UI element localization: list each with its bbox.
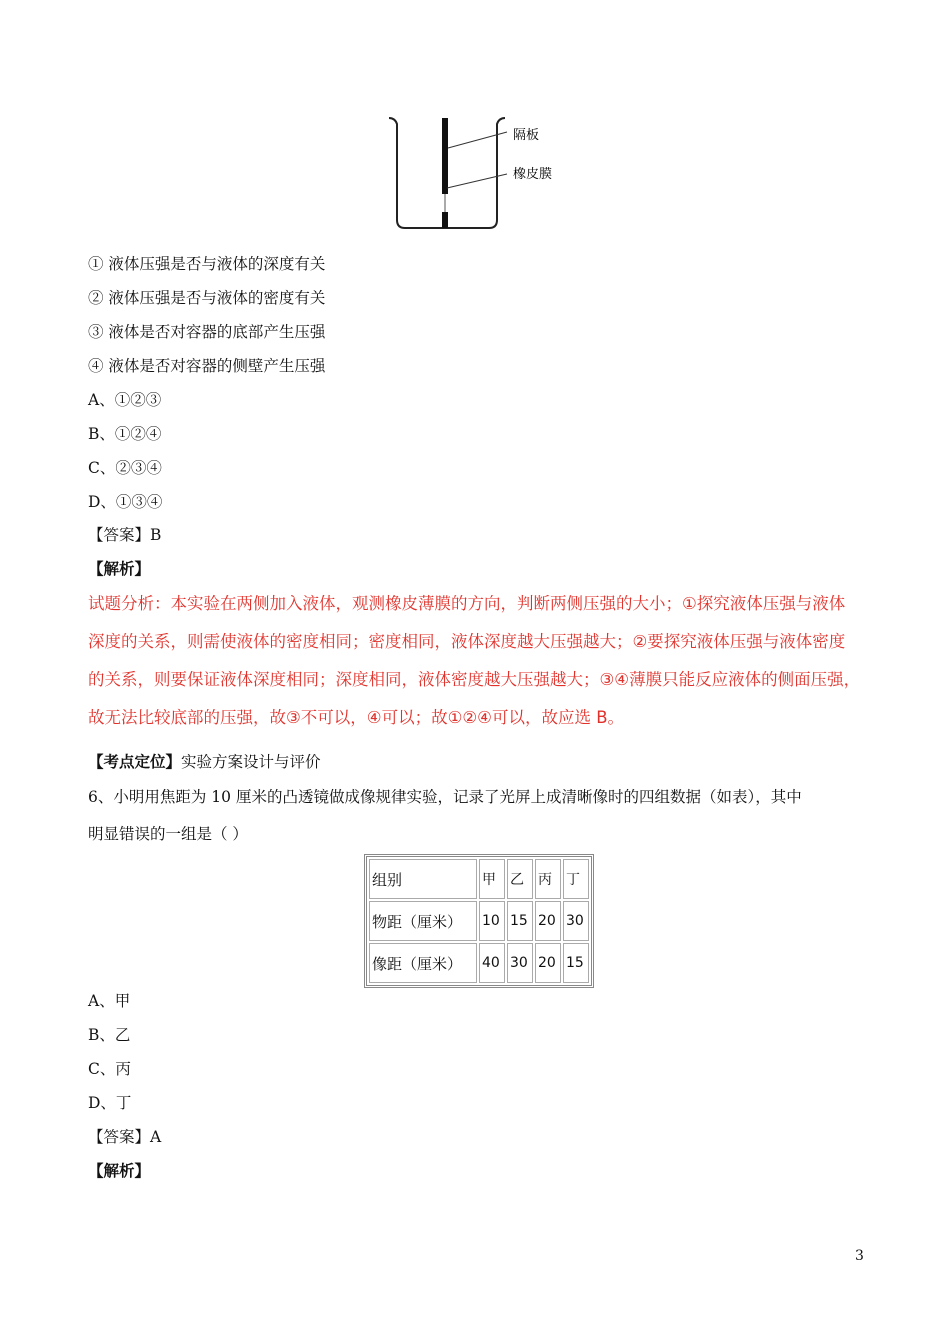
table-row — [369, 943, 589, 983]
q5-option-b: B、①②④ — [88, 425, 162, 443]
q6-question-line-2: 明显错误的一组是（ ） — [88, 825, 248, 843]
statement-3: ③ 液体是否对容器的底部产生压强 — [88, 323, 326, 341]
q6-question-line-1: 6、小明用焦距为 10 厘米的凸透镜做成像规律实验，记录了光屏上成清晰像时的四组数据（如表），其中 — [88, 788, 802, 806]
table-cell: 20 — [535, 901, 561, 941]
q6-option-d: D、丁 — [88, 1094, 132, 1112]
q5-analysis-heading: 【解析】 — [88, 559, 151, 578]
q6-option-c: C、丙 — [88, 1060, 131, 1078]
partition-lower — [442, 212, 448, 228]
lens-data-table — [364, 854, 594, 988]
q5-analysis-line-2: 深度的关系，则需使液体的密度相同；密度相同，液体深度越大压强越大；②要探究液体压强与液体密度 — [88, 632, 846, 651]
table-cell: 组别 — [369, 859, 477, 899]
table-cell: 15 — [563, 943, 589, 983]
q5-analysis-line-4: 故无法比较底部的压强，故③不可以，④可以；故①②④可以，故应选 B。 — [88, 708, 625, 727]
table-cell: 40 — [479, 943, 505, 983]
partition-upper — [442, 118, 448, 194]
q5-option-a: A、①②③ — [88, 391, 162, 409]
table-cell: 30 — [507, 943, 533, 983]
table-cell: 乙 — [507, 859, 533, 899]
q5-option-d: D、①③④ — [88, 493, 163, 511]
q5-option-c: C、②③④ — [88, 459, 162, 477]
table-cell: 丙 — [535, 859, 561, 899]
q5-analysis-line-1: 试题分析：本实验在两侧加入液体，观测橡皮薄膜的方向，判断两侧压强的大小；①探究液体压强与液体 — [88, 594, 846, 613]
beaker-diagram — [385, 112, 575, 234]
table-cell: 10 — [479, 901, 505, 941]
table-cell: 像距（厘米） — [369, 943, 477, 983]
topic-label: 【考点定位】 — [88, 752, 182, 771]
table-cell: 物距（厘米） — [369, 901, 477, 941]
table-cell: 丁 — [563, 859, 589, 899]
topic-text: 实验方案设计与评价 — [181, 753, 321, 771]
partition-pointer — [448, 132, 507, 148]
q6-answer: 【答案】A — [88, 1128, 162, 1146]
table-cell: 15 — [507, 901, 533, 941]
q5-answer: 【答案】B — [88, 526, 162, 544]
q6-option-b: B、乙 — [88, 1026, 131, 1044]
statement-2: ② 液体压强是否与液体的密度有关 — [88, 289, 326, 307]
page-number: 3 — [855, 1248, 864, 1264]
statement-1: ① 液体压强是否与液体的深度有关 — [88, 255, 326, 273]
table-cell: 20 — [535, 943, 561, 983]
q5-analysis-line-3: 的关系，则要保证液体深度相同；深度相同，液体密度越大压强越大；③④薄膜只能反应液体的侧面压强， — [88, 670, 861, 689]
statement-4: ④ 液体是否对容器的侧壁产生压强 — [88, 357, 326, 375]
q5-topic — [88, 750, 321, 772]
table-row — [369, 859, 589, 899]
partition-label: 隔板 — [513, 128, 540, 143]
q6-analysis-heading: 【解析】 — [88, 1161, 151, 1180]
membrane-label: 橡皮膜 — [513, 167, 553, 182]
table-cell: 甲 — [479, 859, 505, 899]
table-cell: 30 — [563, 901, 589, 941]
table-row — [369, 901, 589, 941]
q6-option-a: A、甲 — [88, 992, 131, 1010]
